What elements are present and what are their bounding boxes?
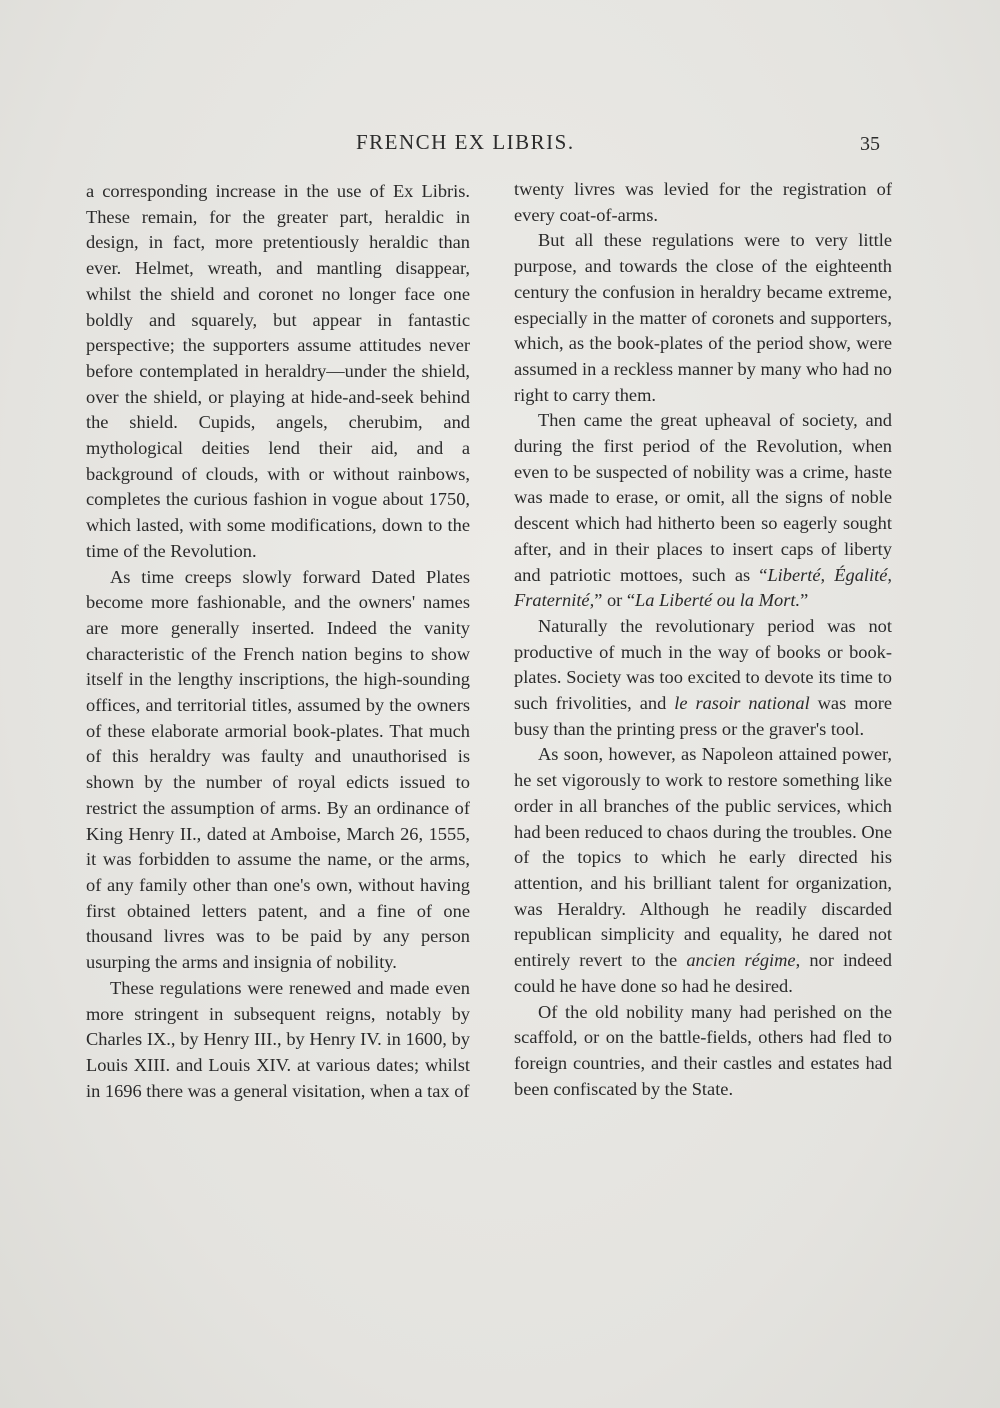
text-run: ” <box>800 590 809 611</box>
italic-motto: Liberté, Égalité, Fraternité, <box>514 564 892 611</box>
text-run: , nor indeed could he have done so had he desired. <box>514 950 892 996</box>
paragraph-continued: a corresponding increase in the use of Ex Libris. These remain, for the greater part, heraldic in design, in fact, more pretentiously heraldic than ever. Helmet, wreath, and mantling disappear, whilst the shield and coronet no longer face one boldly and squarely, but appear in fantastic perspective; the supporters assume attitudes never before contemplated in heraldry—under the shield, over the shield, or playing at hide-and-seek behind the shield. Cupids, angels, cherubim, and mythological deities lend their aid, and a background of clouds, with or without rainbows, completes the curious fashion in vogue about 1750, which lasted, with some modifications, down to the time of the Revolution. <box>86 181 470 561</box>
italic-motto: La Liberté ou la Mort. <box>635 590 801 611</box>
left-column <box>86 179 470 1104</box>
italic-phrase: le rasoir national <box>674 693 810 714</box>
text-run: was more busy than the printing press or the graver's tool. <box>514 693 892 739</box>
paragraph: But all these regulations were to very little purpose, and towards the close of the eighteenth century the confusion in heraldry became extreme, especially in the matter of coronets and supporters, which, as the book-plates of the period show, were assumed in a reckless manner by many who had no right to carry them. <box>514 230 892 405</box>
text-run: ” or “ <box>594 590 636 611</box>
paragraph-continued: twenty livres was levied for the registration of every coat-of-arms. <box>514 179 892 225</box>
text-run: Naturally the revolutionary period was not productive of much in the way of books or book-plates. Society was too excited to devote its time to such frivolities, and <box>514 615 892 714</box>
paragraph: Of the old nobility many had perished on the scaffold, or on the battle-fields, others had fled to foreign countries, and their castles and estates had been confiscated by the State. <box>514 1001 892 1099</box>
text-run: Then came the great upheaval of society, and during the first period of the Revolution, when even to be suspected of nobility was a crime, haste was made to erase, or omit, all the signs of noble descent which had hitherto been so eagerly sought after, and in their places to insert caps of liberty and patriotic mottoes, such as “ <box>514 410 892 585</box>
page-number: 35 <box>860 133 880 155</box>
paragraph: As time creeps slowly forward Dated Plates become more fashionable, and the owners' names are more generally inserted. Indeed the vanity characteristic of the French nation begins to show itself in the lengthy inscriptions, the high-sounding offices, and territorial titles, assumed by the owners of these elaborate armorial book-plates. That much of this heraldry was faulty and unauthorised is shown by the number of royal edicts issued to restrict the assumption of arms. By an ordinance of King Henry II., dated at Amboise, March 26, 1555, it was forbidden to assume the name, or the arms, of any family other than one's own, without having first obtained letters patent, and a fine of one thousand livres was to be paid by any person usurping the arms and insignia of nobility. <box>86 566 470 973</box>
paragraph <box>514 742 892 999</box>
paragraph: These regulations were renewed and made even more stringent in subsequent reigns, notably by Charles IX., by Henry III., by Henry IV. in 1600, by Louis XIII. and Louis XIV. at various dates; whilst in 1696 there was a general visitation, when a tax of <box>86 977 470 1101</box>
text-run: As soon, however, as Napoleon attained power, he set vigorously to work to restore something like order in all branches of the public services, which had been reduced to chaos during the troubles. One of the topics to which he early directed his attention, and his brilliant talent for organization, was Heraldry. Although he readily discarded republican simplicity and equality, he dared not entirely revert to the <box>514 744 892 971</box>
running-title: FRENCH EX LIBRIS. <box>356 130 575 154</box>
right-column <box>514 177 892 1102</box>
paragraph <box>514 614 892 743</box>
italic-phrase: ancien régime <box>686 950 796 971</box>
paragraph <box>514 408 892 614</box>
